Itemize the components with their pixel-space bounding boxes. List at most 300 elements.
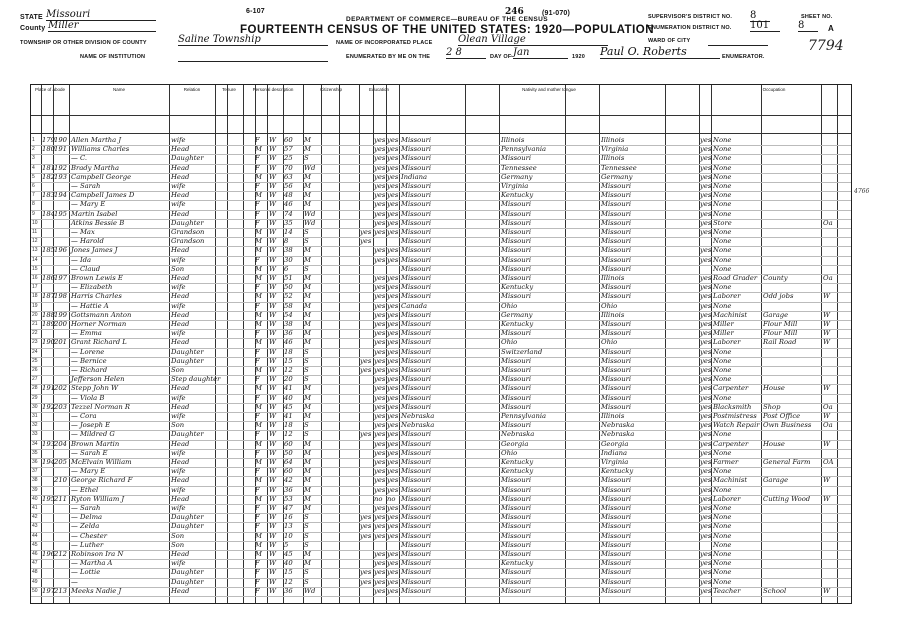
row-number: 33 (32, 431, 38, 438)
cell-eng: yes (700, 366, 712, 374)
cell-ind: Rail Road (763, 338, 797, 347)
cell-write: yes (387, 448, 399, 457)
cell-rel: Head (171, 550, 190, 558)
cell-ind (763, 200, 821, 209)
row-number: 50 (32, 587, 38, 594)
cell-eng: yes (700, 310, 712, 319)
cell-fbirth: Georgia (501, 439, 529, 448)
cell-cls (823, 430, 837, 439)
cell-birth: Missouri (401, 504, 432, 512)
cell-ms: M (304, 494, 311, 503)
col-tenure: Tenure (222, 87, 236, 92)
cell-eng: yes (700, 513, 712, 522)
cell-ms: S (304, 154, 309, 163)
cell-write: no (387, 494, 396, 503)
cell-occ: None (713, 485, 732, 494)
cell-rel: wife (171, 255, 186, 264)
cell-ms: M (304, 550, 311, 558)
cell-mbirth: Missouri (601, 246, 632, 255)
cell-age: 50 (284, 283, 293, 292)
table-row (31, 283, 851, 292)
cell-name: — Mary E (71, 200, 106, 209)
cell-occ: Machinist (713, 476, 748, 485)
cell-birth: Missouri (401, 531, 432, 540)
table-row (31, 302, 851, 311)
row-number: 44 (32, 532, 38, 539)
cell-rel: wife (171, 485, 186, 494)
cell-dw: 184 (42, 209, 55, 218)
cell-age: 54 (284, 310, 293, 319)
cell-ind (763, 504, 821, 513)
enumerated-month: Jan (513, 47, 568, 59)
table-row (31, 228, 851, 237)
cell-ind (763, 486, 821, 495)
cell-write: yes (387, 513, 399, 522)
row-number: 26 (32, 367, 38, 373)
cell-name: Jefferson Helen (71, 375, 125, 384)
cell-mbirth: Illinois (601, 310, 625, 319)
cell-birth: Missouri (401, 292, 432, 301)
row-number: 29 (32, 394, 38, 401)
cell-sch (360, 394, 373, 403)
cell-dw (42, 219, 53, 228)
cell-cls: W (823, 310, 830, 319)
cell-fbirth: Missouri (501, 255, 532, 264)
cell-mbirth: Missouri (601, 586, 632, 595)
cell-race: W (269, 320, 276, 328)
cell-read: yes (374, 504, 386, 512)
cell-age: 53 (284, 494, 293, 503)
cell-sex: M (255, 237, 262, 246)
cell-read: yes (374, 154, 386, 163)
cell-dw (42, 302, 53, 311)
cell-fam: 193 (54, 172, 67, 181)
cell-sch (360, 587, 373, 596)
cell-occ: None (713, 366, 732, 374)
cell-fbirth: Missouri (501, 274, 532, 282)
cell-occ: None (713, 448, 732, 457)
cell-fbirth: Kentucky (501, 283, 534, 292)
cell-cls (823, 578, 837, 587)
cell-cls (823, 302, 837, 311)
cell-birth: Missouri (401, 347, 432, 356)
cell-mbirth: Missouri (601, 200, 632, 209)
cell-race: W (269, 274, 276, 282)
cell-fbirth: Missouri (501, 421, 532, 430)
cell-ms: S (304, 356, 309, 365)
cell-age: 46 (284, 200, 293, 209)
cell-mbirth: Illinois (601, 154, 625, 163)
cell-rel: wife (171, 136, 186, 144)
cell-ind (763, 228, 821, 237)
cell-eng: yes (700, 402, 712, 411)
cell-sex: M (255, 421, 262, 430)
cell-sch: yes (360, 356, 372, 365)
cell-race: W (269, 264, 276, 273)
cell-write: yes (387, 209, 399, 218)
cell-read: yes (374, 136, 386, 144)
cell-fam (54, 394, 69, 403)
cell-mbirth: Missouri (601, 485, 632, 494)
cell-write (387, 541, 399, 550)
cell-dw (42, 182, 53, 191)
cell-name: Tezzel Norman R (71, 402, 130, 411)
cell-fam (54, 219, 69, 228)
cell-sch (360, 338, 373, 347)
cell-cls (823, 467, 837, 476)
cell-birth: Missouri (401, 430, 432, 439)
cell-ind (763, 283, 821, 292)
cell-ms: S (304, 531, 309, 540)
cell-cls: W (823, 439, 830, 448)
cell-ms: S (304, 237, 309, 246)
cell-name: — Viola B (71, 393, 105, 402)
cell-ind: Odd jobs (763, 292, 794, 301)
place-value: Olean Village (458, 34, 608, 46)
cell-birth: Missouri (401, 513, 432, 522)
cell-age: 70 (284, 163, 293, 172)
cell-sch (360, 495, 373, 504)
cell-age: 51 (284, 274, 293, 282)
cell-eng: yes (700, 448, 712, 457)
cell-rel: Grandson (171, 237, 205, 246)
cell-rel: Son (171, 540, 185, 549)
cell-dw: 185 (42, 246, 55, 255)
cell-occ: None (713, 200, 732, 209)
serial-code: (91-070) (542, 10, 571, 17)
cell-sex: F (255, 586, 260, 595)
cell-name: McElvain William (71, 458, 132, 466)
year-label: 1920 (572, 54, 586, 60)
cell-age: 36 (284, 485, 293, 494)
cell-rel: Head (171, 292, 190, 301)
cell-eng: yes (700, 182, 712, 190)
cell-race: W (269, 301, 276, 310)
cell-fam: 213 (54, 586, 67, 595)
county-value: Miller (48, 20, 156, 32)
cell-fam (54, 559, 69, 568)
cell-write: yes (387, 255, 399, 264)
cell-mbirth: Missouri (601, 384, 632, 393)
cell-sex: F (255, 522, 260, 531)
cell-eng (700, 237, 711, 246)
cell-occ: None (713, 228, 732, 236)
cell-sch (360, 421, 373, 430)
cell-sex: M (255, 292, 262, 301)
cell-dw: 189 (42, 320, 55, 328)
cell-eng: yes (700, 145, 712, 154)
cell-eng: yes (700, 255, 712, 264)
cell-occ: None (713, 182, 732, 190)
cell-sch (360, 458, 373, 467)
cell-rel: Daughter (171, 577, 204, 586)
cell-cls (823, 559, 837, 568)
cell-ind (763, 237, 821, 246)
ward-line (708, 45, 768, 46)
cell-fbirth: Kentucky (501, 559, 534, 568)
cell-birth: Canada (401, 301, 428, 310)
cell-read: yes (374, 310, 386, 319)
cell-birth: Missouri (401, 255, 432, 264)
cell-sch (360, 476, 373, 485)
col-personal: Personal description (252, 87, 294, 92)
row-number: 2 (32, 146, 35, 153)
cell-sex: M (255, 550, 262, 558)
cell-age: 16 (284, 513, 293, 522)
cell-eng: yes (700, 320, 712, 328)
cell-mbirth: Tennessee (601, 163, 637, 172)
cell-fbirth: Pennsylvania (501, 412, 547, 420)
cell-cls: W (823, 384, 830, 393)
row-number: 13 (32, 247, 38, 254)
row-number: 21 (32, 321, 38, 327)
cell-read: yes (374, 356, 386, 365)
cell-name: — Ethel (71, 485, 99, 494)
cell-ms: M (304, 292, 311, 301)
cell-sch (360, 311, 373, 320)
cell-birth: Missouri (401, 550, 432, 558)
row-number: 16 (32, 275, 38, 281)
cell-ind (763, 568, 821, 577)
cell-fbirth: Missouri (501, 550, 532, 558)
cell-sch (360, 219, 373, 228)
cell-fam (54, 366, 69, 375)
cell-race: W (269, 559, 276, 568)
cell-mbirth: Missouri (601, 494, 632, 503)
cell-mbirth: Missouri (601, 209, 632, 218)
cell-name: Martin Isabel (71, 209, 118, 218)
cell-fbirth: Missouri (501, 356, 532, 365)
cell-name: — Ida (71, 255, 92, 264)
cell-cls (823, 283, 837, 292)
cell-age: 60 (284, 136, 293, 144)
cell-birth: Missouri (401, 375, 432, 384)
cell-fbirth: Switzerland (501, 347, 543, 356)
cell-mbirth: Indiana (601, 448, 628, 457)
cell-mbirth: Missouri (601, 393, 632, 402)
cell-write: yes (387, 136, 399, 144)
cell-write: yes (387, 301, 399, 310)
cell-cls (823, 504, 837, 513)
row-number: 24 (32, 348, 38, 355)
table-row (31, 274, 851, 283)
table-row (31, 210, 851, 219)
cell-ind (763, 467, 821, 476)
cell-occ: Laborer (713, 494, 741, 503)
table-row (31, 421, 851, 430)
cell-fam: 200 (54, 320, 67, 328)
cell-mbirth: Illinois (601, 412, 625, 420)
cell-read: yes (374, 577, 386, 586)
cell-ms: M (304, 338, 311, 347)
cell-name: — Elizabeth (71, 283, 113, 292)
cell-fbirth: Ohio (501, 338, 518, 347)
table-row (31, 329, 851, 338)
cell-mbirth: Missouri (601, 577, 632, 586)
cell-write: yes (387, 550, 399, 558)
cell-fbirth: Missouri (501, 200, 532, 209)
cell-rel: Head (171, 494, 190, 503)
cell-birth: Missouri (401, 393, 432, 402)
cell-occ: None (713, 191, 732, 200)
cell-race: W (269, 448, 276, 457)
cell-name: — Lorene (71, 347, 105, 356)
cell-mbirth: Missouri (601, 504, 632, 512)
cell-age: 74 (284, 209, 293, 218)
cell-read: yes (374, 329, 386, 338)
cell-occ: None (713, 246, 732, 255)
cell-fam (54, 568, 69, 577)
cell-sex: M (255, 494, 262, 503)
cell-race: W (269, 402, 276, 411)
table-row (31, 587, 851, 596)
cell-ms: Wd (304, 209, 316, 218)
state-value: Missouri (46, 9, 156, 21)
cell-read: yes (374, 228, 386, 236)
cell-fam (54, 449, 69, 458)
cell-ms: S (304, 430, 309, 439)
cell-fbirth: Nebraska (501, 430, 535, 439)
cell-eng: yes (700, 412, 712, 420)
cell-dw (42, 200, 53, 209)
cell-read: yes (374, 458, 386, 466)
cell-fbirth: Pennsylvania (501, 145, 547, 154)
cell-cls (823, 191, 837, 200)
cell-ind: Own Business (763, 421, 812, 430)
table-row (31, 430, 851, 439)
cell-dw (42, 357, 53, 366)
cell-sex: F (255, 347, 260, 356)
cell-sch (360, 504, 373, 513)
cell-occ: None (713, 559, 732, 568)
cell-occ: None (713, 255, 732, 264)
cell-rel: Head (171, 172, 190, 181)
cell-sch (360, 375, 373, 384)
table-row (31, 532, 851, 541)
cell-occ: None (713, 301, 732, 310)
cell-birth: Missouri (401, 494, 432, 503)
cell-mbirth: Missouri (601, 550, 632, 558)
cell-read: yes (374, 402, 386, 411)
table-row (31, 449, 851, 458)
cell-race: W (269, 338, 276, 347)
cell-ind (763, 394, 821, 403)
cell-read: yes (374, 301, 386, 310)
institution-label: NAME OF INSTITUTION (80, 54, 146, 60)
cell-name: — Joseph E (71, 421, 111, 430)
cell-name: Campbell George (71, 172, 132, 181)
table-row (31, 311, 851, 320)
cell-cls (823, 210, 837, 219)
cell-age: 58 (284, 301, 293, 310)
cell-dw (42, 430, 53, 439)
cell-ms: M (304, 255, 311, 264)
cell-fbirth: Kentucky (501, 467, 534, 476)
cell-eng: yes (700, 163, 712, 172)
sheet-label: SHEET NO. (801, 14, 833, 20)
cell-race: W (269, 550, 276, 558)
cell-age: 35 (284, 218, 293, 227)
cell-fam (54, 430, 69, 439)
census-grid (30, 84, 852, 604)
cell-rel: Head (171, 338, 190, 347)
cell-age: 30 (284, 255, 293, 264)
cell-ind (763, 430, 821, 439)
cell-sex: M (255, 320, 262, 328)
table-row (31, 265, 851, 274)
cell-age: 15 (284, 356, 293, 365)
cell-birth: Missouri (401, 136, 432, 144)
cell-mbirth: Missouri (601, 320, 632, 328)
cell-write: yes (387, 347, 399, 356)
row-number: 20 (32, 311, 38, 318)
cell-read: yes (374, 209, 386, 218)
cell-dw (42, 154, 53, 163)
cell-eng: yes (700, 301, 712, 310)
cell-fam (54, 228, 69, 237)
cell-age: 41 (284, 412, 293, 420)
cell-race: W (269, 209, 276, 218)
cell-mbirth: Missouri (601, 402, 632, 411)
cell-ind (763, 265, 821, 274)
cell-rel: wife (171, 393, 186, 402)
table-row (31, 338, 851, 347)
cell-cls (823, 246, 837, 255)
cell-mbirth: Missouri (601, 182, 632, 190)
cell-cls: Oa (823, 274, 833, 282)
cell-fbirth: Kentucky (501, 191, 534, 200)
col-occupation: Occupation (762, 87, 786, 92)
cell-fam: 199 (54, 310, 67, 319)
cell-ms: M (304, 246, 311, 255)
table-row (31, 384, 851, 393)
cell-fam: 196 (54, 246, 67, 255)
cell-fam: 210 (54, 476, 67, 485)
cell-dw (42, 366, 53, 375)
cell-fam: 190 (54, 136, 67, 144)
cell-occ: None (713, 136, 732, 144)
cell-mbirth: Nebraska (601, 421, 635, 430)
cell-cls: W (823, 494, 830, 503)
cell-birth: Missouri (401, 283, 432, 292)
cell-read: yes (374, 338, 386, 347)
cell-sex: F (255, 393, 260, 402)
cell-name: Williams Charles (71, 145, 130, 154)
cell-fbirth: Germany (501, 310, 533, 319)
cell-birth: Missouri (401, 274, 432, 282)
cell-ms: M (304, 172, 311, 181)
cell-sex: M (255, 145, 262, 154)
row-number: 40 (32, 495, 38, 502)
ward-label: WARD OF CITY (648, 38, 691, 44)
cell-name: Allen Martha J (71, 136, 122, 144)
cell-age: 41 (284, 384, 293, 393)
cell-age: 18 (284, 421, 293, 430)
cell-rel: Head (171, 274, 190, 282)
cell-age: 42 (284, 476, 293, 485)
cell-ms: M (304, 310, 311, 319)
cell-name: Meeks Nadie J (71, 586, 122, 595)
cell-name: Harris Charles (71, 292, 122, 301)
cell-birth: Missouri (401, 182, 432, 190)
cell-eng (700, 541, 711, 550)
cell-age: 60 (284, 439, 293, 448)
cell-fam: 211 (54, 494, 67, 503)
cell-rel: wife (171, 301, 186, 310)
cell-cls (823, 394, 837, 403)
cell-race: W (269, 540, 276, 549)
cell-name: Brady Martha (71, 163, 120, 172)
